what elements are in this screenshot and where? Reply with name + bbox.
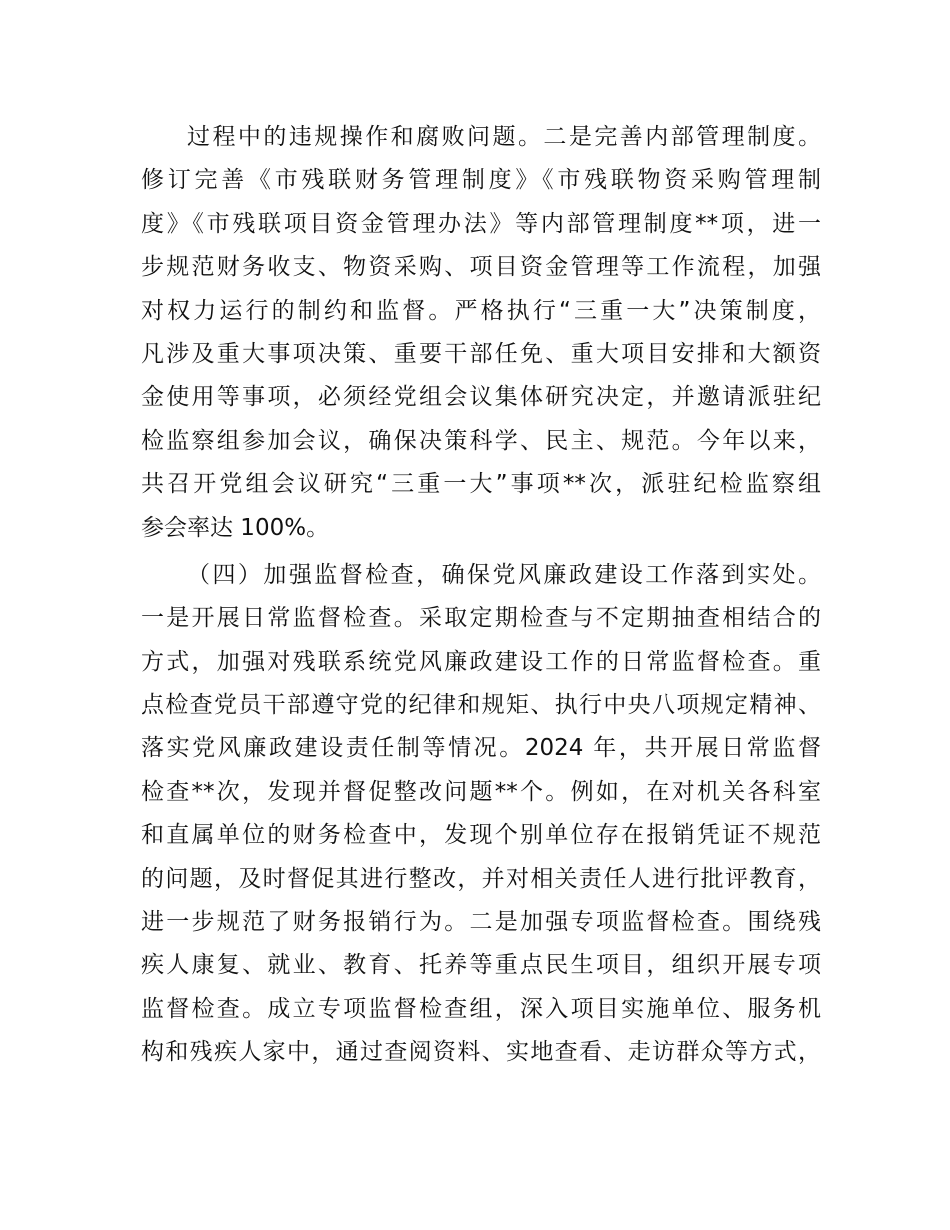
text-line: 度》《市残联项目资金管理办法》等内部管理制度**项，进一	[141, 210, 821, 237]
text-line-last: 参会率达 100%。	[141, 514, 330, 541]
text-line: 金使用等事项，必须经党组会议集体研究决定，并邀请派驻纪	[141, 384, 821, 411]
text-line: 构和残疾人家中，通过查阅资料、实地查看、走访群众等方式，	[141, 1039, 821, 1066]
text-line: 凡涉及重大事项决策、重要干部任免、重大项目安排和大额资	[141, 340, 821, 367]
text-line: 对权力运行的制约和监督。严格执行“三重一大”决策制度，	[141, 297, 821, 324]
text-line: 步规范财务收支、物资采购、项目资金管理等工作流程，加强	[141, 254, 821, 281]
text-line: 方式，加强对残联系统党风廉政建设工作的日常监督检查。重	[141, 648, 821, 675]
text-line: 疾人康复、就业、教育、托养等重点民生项目，组织开展专项	[141, 952, 821, 979]
text-line: 一是开展日常监督检查。采取定期检查与不定期抽查相结合的	[141, 605, 821, 632]
text-line: 检查**次，发现并督促整改问题**个。例如，在对机关各科室	[141, 778, 821, 805]
text-line: 点检查党员干部遵守党的纪律和规矩、执行中央八项规定精神、	[141, 692, 821, 719]
paragraph-internal-management	[141, 116, 821, 550]
text-line: 进一步规范了财务报销行为。二是加强专项监督检查。围绕残	[141, 909, 821, 936]
text-line: 共召开党组会议研究“三重一大”事项**次，派驻纪检监察组	[141, 471, 821, 498]
text-line: 落实党风廉政建设责任制等情况。2024 年，共开展日常监督	[141, 735, 821, 762]
section-heading-line: （四）加强监督检查，确保党风廉政建设工作落到实处。	[187, 561, 821, 588]
text-line: 和直属单位的财务检查中，发现个别单位存在报销凭证不规范	[141, 822, 821, 849]
text-line: 监督检查。成立专项监督检查组，深入项目实施单位、服务机	[141, 995, 821, 1022]
paragraph-supervision-inspection	[141, 554, 821, 1075]
text-line: 的问题，及时督促其进行整改，并对相关责任人进行批评教育，	[141, 865, 821, 892]
text-line: 检监察组参加会议，确保决策科学、民主、规范。今年以来，	[141, 427, 821, 454]
text-line: 过程中的违规操作和腐败问题。二是完善内部管理制度。	[187, 124, 821, 150]
text-line: 修订完善《市残联财务管理制度》《市残联物资采购管理制	[141, 167, 821, 194]
document-body	[141, 116, 821, 1075]
